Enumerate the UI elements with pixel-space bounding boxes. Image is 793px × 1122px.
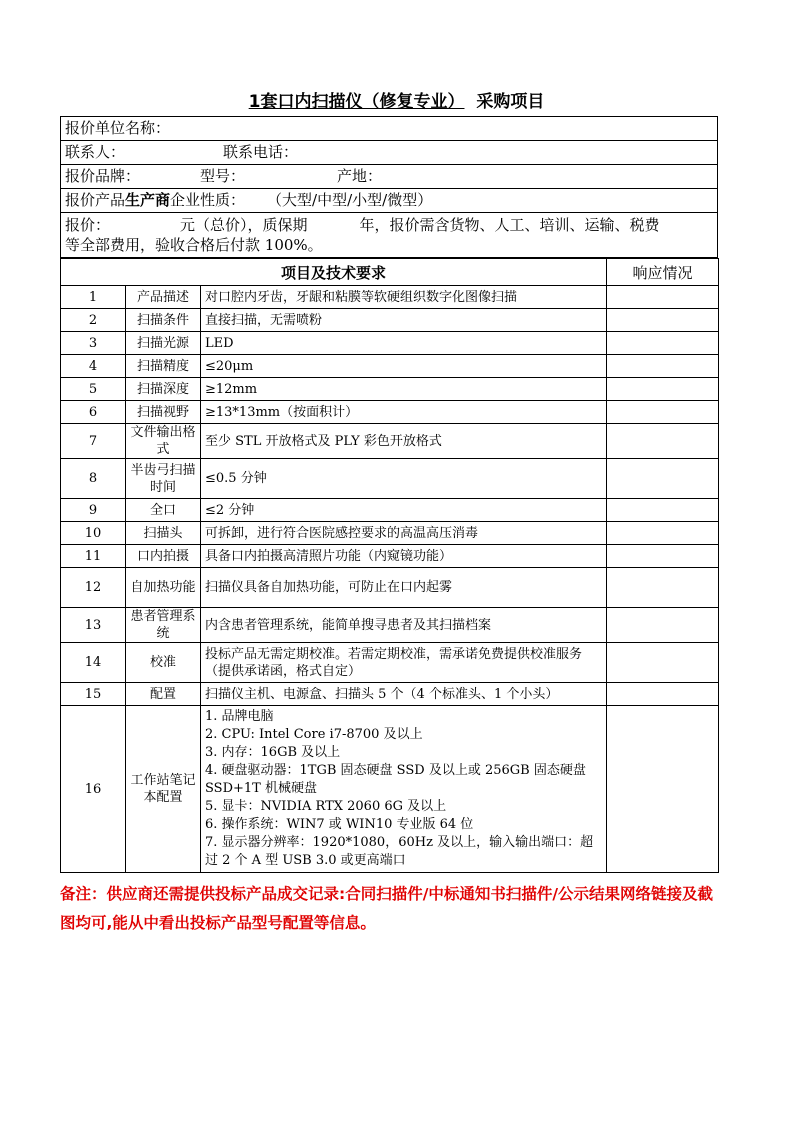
row-number: 8 (61, 459, 126, 499)
table-row (61, 608, 719, 643)
config-line: 6. 操作系统：WIN7 或 WIN10 专业版 64 位 (205, 817, 474, 832)
price-line-1 (65, 215, 713, 235)
row-number: 13 (61, 608, 126, 643)
price-total-text: 元（总价），质保期 (180, 216, 308, 234)
row-spec: 直接扫描，无需喷粉 (201, 309, 607, 332)
remark-note: 备注：供应商还需提供投标产品成交记录:合同扫描件/中标通知书扫描件/公示结果网络链接及截图均可,能从中看出投标产品型号配置等信息。 (60, 885, 714, 932)
producer-row (61, 189, 717, 213)
table-row (61, 378, 719, 401)
table-row (61, 424, 719, 459)
row-item: 口内拍摄 (126, 545, 201, 568)
row-number: 15 (61, 683, 126, 706)
config-line: 4. 硬盘驱动器：1TGB 固态硬盘 SSD 及以上或 256GB 固态硬盘 SSD+1T 机械硬盘 (205, 763, 586, 796)
row-number: 14 (61, 643, 126, 683)
table-row (61, 683, 719, 706)
row-item: 校准 (126, 643, 201, 683)
row-number: 10 (61, 522, 126, 545)
row-spec: 对口腔内牙齿，牙龈和粘膜等软硬组织数字化图像扫描 (201, 286, 607, 309)
table-header-row (61, 259, 719, 286)
price-terms-text: 年，报价需含货物、人工、培训、运输、税费 (359, 216, 660, 234)
contact-label: 联系人： (65, 143, 126, 161)
config-line: 2. CPU: Intel Core i7-8700 及以上 (205, 727, 423, 742)
row-response (607, 568, 719, 608)
row-item: 扫描视野 (126, 401, 201, 424)
row-spec: 可拆卸，进行符合医院感控要求的高温高压消毒 (201, 522, 607, 545)
row-item: 半齿弓扫描时间 (126, 459, 201, 499)
table-body (61, 286, 719, 873)
price-row (61, 213, 717, 258)
row-response (607, 643, 719, 683)
row-spec: ≥13*13mm（按面积计） (201, 401, 607, 424)
row-response (607, 378, 719, 401)
row-number: 11 (61, 545, 126, 568)
row-number: 12 (61, 568, 126, 608)
row-number: 7 (61, 424, 126, 459)
row-response (607, 683, 719, 706)
row-spec: LED (201, 332, 607, 355)
row-spec: 内含患者管理系统，能简单搜寻患者及其扫描档案 (201, 608, 607, 643)
producer-bold: 生产商 (125, 191, 171, 209)
row-item: 扫描深度 (126, 378, 201, 401)
row-item: 扫描条件 (126, 309, 201, 332)
row-number: 9 (61, 499, 126, 522)
contact-row (61, 141, 717, 165)
col-response: 响应情况 (607, 259, 719, 286)
row-item: 产品描述 (126, 286, 201, 309)
row-item: 全口 (126, 499, 201, 522)
row-number: 1 (61, 286, 126, 309)
row-number: 5 (61, 378, 126, 401)
quote-header (60, 116, 718, 258)
row-number: 16 (61, 706, 126, 873)
row-response (607, 522, 719, 545)
row-response (607, 545, 719, 568)
table-row (61, 706, 719, 873)
row-response (607, 401, 719, 424)
row-spec: 投标产品无需定期校准。若需定期校准，需承诺免费提供校准服务（提供承诺函，格式自定） (201, 643, 607, 683)
row-spec: ≤2 分钟 (201, 499, 607, 522)
row-spec: 扫描仪主机、电源盒、扫描头 5 个（4 个标准头、1 个小头） (201, 683, 607, 706)
row-response (607, 355, 719, 378)
producer-prefix: 报价产品 (65, 191, 126, 209)
row-item: 扫描光源 (126, 332, 201, 355)
row-response (607, 459, 719, 499)
row-item: 文件输出格式 (126, 424, 201, 459)
table-row (61, 643, 719, 683)
config-line: 7. 显示器分辨率：1920*1080，60Hz 及以上，输入输出端口：超过 2 个 A 型 USB 3.0 或更高端口 (205, 835, 594, 868)
table-row (61, 499, 719, 522)
brand-label: 报价品牌： (65, 167, 141, 185)
price-label: 报价： (65, 216, 111, 234)
row-spec: 具备口内拍摄高清照片功能（内窥镜功能） (201, 545, 607, 568)
row-number: 4 (61, 355, 126, 378)
row-item: 配置 (126, 683, 201, 706)
price-line-2: 等全部费用，验收合格后付款 100%。 (65, 236, 323, 254)
row-item: 扫描头 (126, 522, 201, 545)
config-line: 3. 内存：16GB 及以上 (205, 745, 341, 760)
origin-label: 产地： (337, 167, 383, 185)
row-item: 扫描精度 (126, 355, 201, 378)
row-response (607, 499, 719, 522)
row-spec: 扫描仪具备自加热功能，可防止在口内起雾 (201, 568, 607, 608)
col-requirements: 项目及技术要求 (61, 259, 607, 286)
quote-unit-row (61, 117, 717, 141)
table-row (61, 459, 719, 499)
title-main: 1套口内扫描仪（修复专业） (248, 92, 465, 112)
row-number: 2 (61, 309, 126, 332)
row-spec: ≤0.5 分钟 (201, 459, 607, 499)
row-number: 6 (61, 401, 126, 424)
procurement-form (60, 116, 718, 873)
producer-options: （大型/中型/小型/微型） (267, 191, 433, 209)
row-spec: ≤20μm (201, 355, 607, 378)
producer-nature: 企业性质： (170, 191, 246, 209)
row-item: 患者管理系统 (126, 608, 201, 643)
table-row (61, 286, 719, 309)
table-row (61, 401, 719, 424)
row-response (607, 424, 719, 459)
row-response (607, 286, 719, 309)
row-response (607, 706, 719, 873)
phone-label: 联系电话： (223, 143, 299, 161)
table-row (61, 568, 719, 608)
table-row (61, 545, 719, 568)
table-row (61, 522, 719, 545)
table-row (61, 355, 719, 378)
title-suffix: 采购项目 (476, 92, 545, 112)
config-line: 5. 显卡：NVIDIA RTX 2060 6G 及以上 (205, 799, 447, 814)
row-spec-config (201, 706, 607, 873)
model-label: 型号： (200, 167, 246, 185)
brand-row (61, 165, 717, 189)
requirements-table (60, 258, 719, 873)
table-row (61, 332, 719, 355)
row-number: 3 (61, 332, 126, 355)
row-spec: 至少 STL 开放格式及 PLY 彩色开放格式 (201, 424, 607, 459)
row-response (607, 332, 719, 355)
row-item: 自加热功能 (126, 568, 201, 608)
row-item: 工作站笔记本配置 (126, 706, 201, 873)
row-spec: ≥12mm (201, 378, 607, 401)
config-line: 1. 品牌电脑 (205, 709, 274, 724)
page-title (0, 87, 793, 112)
table-row (61, 309, 719, 332)
row-response (607, 608, 719, 643)
row-response (607, 309, 719, 332)
quote-unit-label: 报价单位名称： (65, 119, 171, 137)
